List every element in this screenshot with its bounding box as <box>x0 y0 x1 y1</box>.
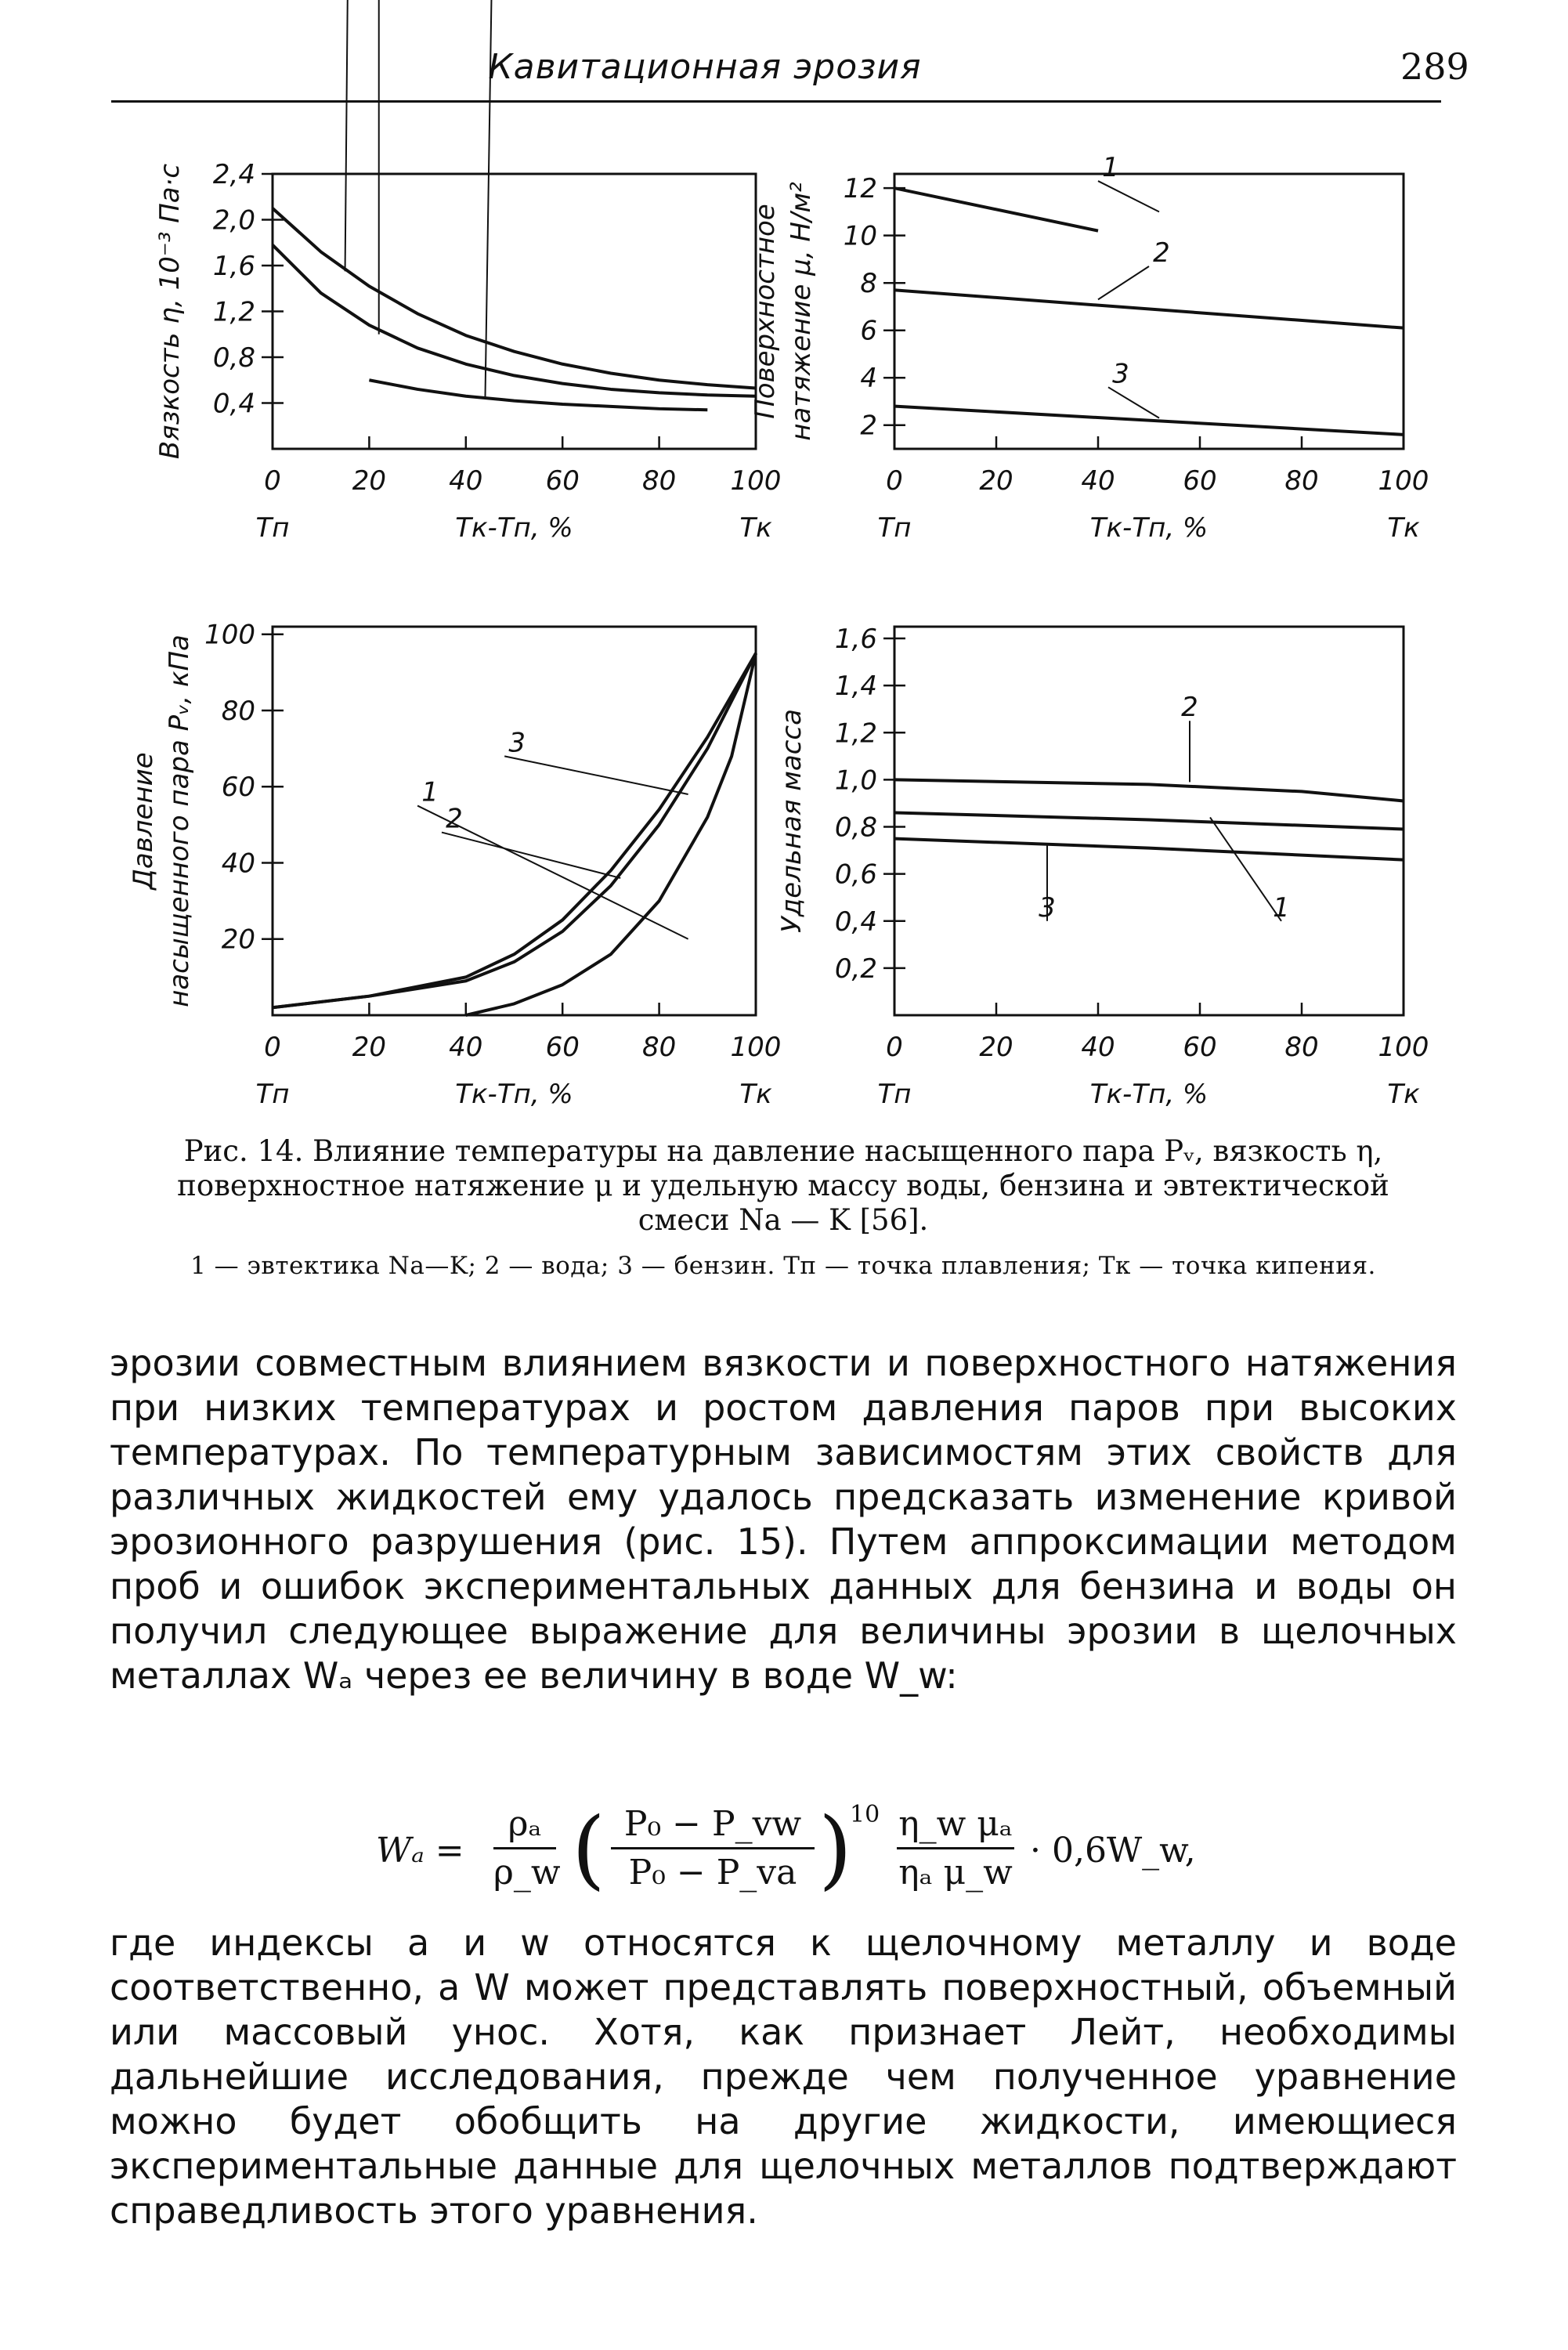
x-tick-label: 40 <box>449 465 483 497</box>
series-2-label: 2 <box>1181 692 1198 724</box>
series-2-line <box>894 290 1404 327</box>
y-tick-label: 1,6 <box>212 251 255 282</box>
x-tick-label: 100 <box>1378 1032 1429 1063</box>
formula-property-den: ηₐ μ_w <box>898 1853 1013 1893</box>
y-tick-label: 100 <box>204 619 255 651</box>
y-axis-title: Удельная масса <box>776 709 807 933</box>
y-tick-label: 0,8 <box>212 342 255 374</box>
paragraph-2: где индексы a и w относятся к щелочному металлу и воде соответственно, а W может представлять поверхностный, объемный или массовый унос. Хотя, как признает Лейт, необходимы дальнейшие исследования, прежде чем полученное уравнение можно будет обобщить на другие жидкости, имеющиеся экспериментальные данные для щелочных металлов подтверждают справедливость этого уравнения. <box>110 1922 1457 2232</box>
series-3-label: 3 <box>508 727 526 759</box>
y-axis-title: Поверхностное <box>750 204 781 419</box>
x-label-boiling: Tк <box>1387 512 1420 544</box>
x-label-boiling: Tк <box>739 1079 772 1110</box>
series-3-label: 3 <box>1112 358 1129 390</box>
y-axis-title: Давление <box>128 752 159 890</box>
series-1-leader <box>1098 181 1159 212</box>
y-tick-label: 0,6 <box>834 859 877 891</box>
series-3-leader <box>504 756 688 794</box>
x-tick-label: 40 <box>1081 465 1115 497</box>
formula-tail: · 0,6W_w, <box>1030 1831 1196 1871</box>
x-tick-label: 20 <box>979 1032 1013 1063</box>
series-3-label: 3 <box>1039 891 1056 924</box>
series-1-line <box>894 812 1404 829</box>
y-tick-label: 1,2 <box>212 296 255 328</box>
series-3-line <box>894 839 1404 860</box>
y-axis-title: Вязкость η, 10⁻³ Па·с <box>154 163 186 460</box>
chart-frame <box>273 627 756 1015</box>
formula-property-num: η_w μₐ <box>898 1804 1013 1844</box>
series-2-label: 2 <box>1153 237 1170 269</box>
formula-property-ratio <box>897 1804 1014 1893</box>
series-1-leader <box>1210 817 1281 920</box>
series-3-leader <box>1108 387 1159 418</box>
series-2-label: 2 <box>446 803 463 835</box>
caption-line: Рис. 14. Влияние температуры на давление насыщенного пара Pᵥ, вязкость η, <box>183 1134 1383 1168</box>
x-axis-title: Tк-Tп, % <box>455 512 573 544</box>
x-tick-label: 20 <box>352 465 387 497</box>
paragraph-1: эрозии совместным влиянием вязкости и поверхностного натяжения при низких температурах и ростом давления паров при высоких температурах. По температурным зависимостям этих свойств для различных жидкостей ему удалось предсказать изменение кривой эрозионного разрушения (рис. 15). Путем аппроксимации методом проб и ошибок экспериментальных данных для бензина и воды он получил следующее выражение для величины эрозии в щелочных металлах Wₐ через ее величину в воде W_w: <box>110 1342 1457 1697</box>
caption-line: смеси Na — K [56]. <box>638 1203 929 1237</box>
x-tick-label: 20 <box>979 465 1013 497</box>
figure-legend: 1 — эвтектика Na—K; 2 — вода; 3 — бензин. Tп — точка плавления; Tк — точка кипения. <box>190 1252 1376 1280</box>
x-tick-label: 0 <box>886 465 903 497</box>
y-tick-label: 1,4 <box>834 671 877 703</box>
x-tick-label: 80 <box>1284 465 1319 497</box>
x-axis-title: Tк-Tп, % <box>1089 1079 1209 1110</box>
x-tick-label: 100 <box>730 1032 782 1063</box>
series-1-line <box>894 188 1098 230</box>
formula-pressure-den: P₀ − P_va <box>628 1853 797 1893</box>
x-tick-label: 100 <box>1378 465 1429 497</box>
y-axis-title: натяжение μ, Н/м² <box>786 182 817 441</box>
y-tick-label: 0,4 <box>212 388 255 420</box>
formula-density-ratio <box>493 1804 561 1893</box>
x-axis-title: Tк-Tп, % <box>1089 512 1209 544</box>
x-tick-label: 60 <box>545 465 580 497</box>
figure-14 <box>0 0 1568 1128</box>
series-1-line <box>466 653 756 1015</box>
x-tick-label: 80 <box>641 1032 677 1063</box>
y-tick-label: 20 <box>221 924 255 956</box>
running-header-title: Кавитационная эрозия <box>488 47 922 87</box>
formula-pressure-ratio <box>611 1804 815 1893</box>
y-tick-label: 0,2 <box>834 953 877 985</box>
x-tick-label: 40 <box>449 1032 483 1063</box>
y-tick-label: 12 <box>843 173 877 205</box>
series-3-leader <box>485 0 538 397</box>
x-tick-label: 100 <box>730 465 782 497</box>
series-3-line <box>369 380 707 410</box>
page-number: 289 <box>1400 45 1469 88</box>
series-2-line <box>894 779 1404 801</box>
y-tick-label: 10 <box>843 220 877 252</box>
series-3-line <box>273 653 756 1007</box>
series-3-line <box>894 407 1404 435</box>
x-tick-label: 20 <box>352 1032 387 1063</box>
x-label-boiling: Tк <box>739 512 772 544</box>
x-axis-title: Tк-Tп, % <box>455 1079 573 1110</box>
y-tick-label: 40 <box>221 848 255 880</box>
y-tick-label: 0,8 <box>834 812 877 844</box>
x-label-melting: Tп <box>255 1079 290 1110</box>
x-tick-label: 0 <box>264 465 281 497</box>
formula-density-den: ρ_w <box>493 1853 561 1893</box>
x-label-melting: Tп <box>255 512 290 544</box>
x-tick-label: 60 <box>545 1032 580 1063</box>
y-axis-title: насыщенного пара Pᵥ, кПа <box>164 634 195 1007</box>
y-tick-label: 6 <box>860 315 877 347</box>
y-tick-label: 1,0 <box>834 765 877 797</box>
chart-frame <box>894 174 1404 449</box>
formula-lhs: Wₐ = <box>376 1831 464 1871</box>
formula-pressure-num: P₀ − P_vw <box>623 1804 802 1844</box>
caption-line: поверхностное натяжение μ и удельную массу воды, бензина и эвтектической <box>177 1169 1389 1202</box>
y-tick-label: 1,6 <box>834 624 877 656</box>
y-tick-label: 4 <box>860 363 877 395</box>
series-1-label: 1 <box>1273 891 1290 924</box>
x-label-melting: Tп <box>877 1079 912 1110</box>
figure-caption <box>117 1134 1449 1238</box>
y-tick-label: 0,4 <box>834 906 877 938</box>
series-2-leader <box>1098 266 1149 299</box>
x-tick-label: 0 <box>886 1032 903 1063</box>
y-tick-label: 60 <box>221 772 255 804</box>
x-tick-label: 60 <box>1183 1032 1217 1063</box>
y-tick-label: 2 <box>860 410 877 442</box>
y-tick-label: 8 <box>860 268 877 300</box>
x-tick-label: 60 <box>1183 465 1217 497</box>
x-tick-label: 80 <box>641 465 677 497</box>
x-tick-label: 40 <box>1081 1032 1115 1063</box>
formula-density-num: ρₐ <box>508 1804 542 1844</box>
x-tick-label: 80 <box>1284 1032 1319 1063</box>
formula-exponent: 10 <box>850 1801 880 1828</box>
series-2-leader <box>442 833 620 878</box>
y-tick-label: 2,4 <box>212 159 255 190</box>
y-tick-label: 1,2 <box>834 718 877 750</box>
y-tick-label: 2,0 <box>212 204 255 237</box>
series-1-leader <box>345 0 418 271</box>
series-1-label: 1 <box>1102 152 1119 184</box>
x-label-boiling: Tк <box>1387 1079 1420 1110</box>
series-1-label: 1 <box>421 776 439 808</box>
x-label-melting: Tп <box>877 512 912 544</box>
formula: Wₐ = ρₐ ρ_w ( P₀ − P_vw P₀ − P_va ) 10 η_w μₐ ηₐ μ_w · 0,6W_w, <box>376 1799 1196 1899</box>
y-tick-label: 80 <box>221 695 255 727</box>
x-tick-label: 0 <box>264 1032 281 1063</box>
